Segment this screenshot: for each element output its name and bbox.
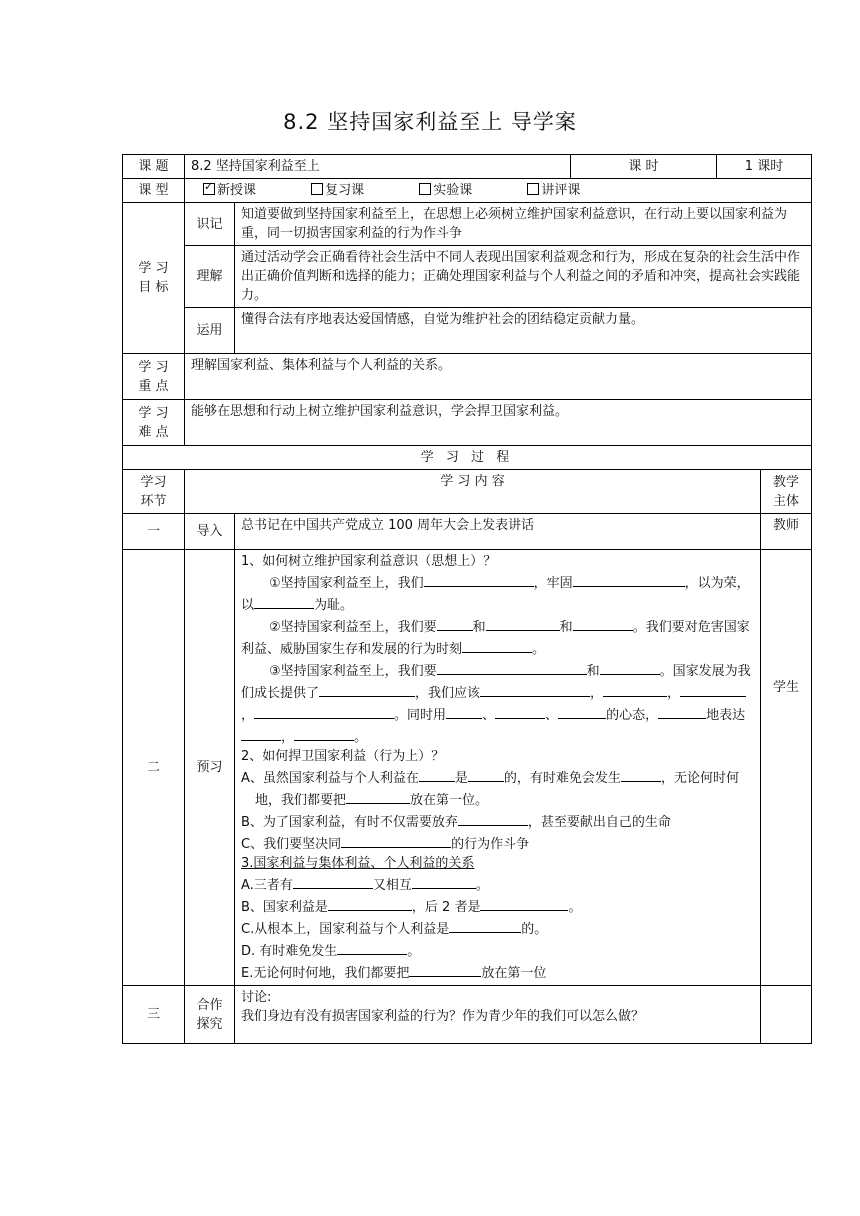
- stage1-subject: 教师: [761, 514, 812, 550]
- stage3-number: 三: [123, 986, 185, 1044]
- blank[interactable]: [409, 961, 481, 977]
- blank[interactable]: [241, 725, 281, 741]
- blank[interactable]: [558, 703, 606, 719]
- period-value: 1 课时: [717, 155, 812, 179]
- blank[interactable]: [480, 895, 568, 911]
- checked-box-icon: [203, 183, 215, 195]
- question-2a: A、虽然国家利益与个人利益在 是 的，有时难免会发生 ，无论何时何地，我们都要把 放在第一位。: [241, 766, 754, 810]
- blank[interactable]: [495, 703, 545, 719]
- question-1: 1、如何树立维护国家利益意识（思想上）？: [241, 554, 497, 569]
- blank[interactable]: [573, 571, 685, 587]
- blank[interactable]: [337, 939, 407, 955]
- period-label: 课 时: [571, 155, 717, 179]
- discussion-question: 我们身边有没有损害国家利益的行为？作为青少年的我们可以怎么做？: [241, 1009, 645, 1024]
- goal-text-apply: 懂得合法有序地表达爱国情感，自觉为维护社会的团结稳定贡献力量。: [235, 308, 812, 354]
- stage2-content: [235, 550, 761, 986]
- goal-text-understand: 通过活动学会正确看待社会生活中不同人表现出国家利益观念和行为，形成在复杂的社会生活中作出正确价值判断和选择的能力；正确处理国家利益与个人利益之间的矛盾和冲突，提高社会实践能力。: [235, 246, 812, 308]
- question-3e: E.无论何时何地，我们都要把 放在第一位: [241, 961, 754, 983]
- goal-level-memorize: 识记: [185, 203, 235, 246]
- blank[interactable]: [446, 703, 482, 719]
- key-point-text: 理解国家利益、集体利益与个人利益的关系。: [185, 354, 812, 400]
- blank[interactable]: [437, 615, 473, 631]
- stage3-content: [235, 986, 761, 1044]
- blank[interactable]: [468, 766, 504, 782]
- difficulty-text: 能够在思想和行动上树立维护国家利益意识，学会捍卫国家利益。: [185, 400, 812, 446]
- checkbox-icon: [527, 183, 539, 195]
- blank[interactable]: [341, 832, 451, 848]
- blank[interactable]: [319, 681, 415, 697]
- goals-label: 学 习 目 标: [123, 203, 185, 354]
- question-3d: D. 有时难免发生 。: [241, 939, 754, 961]
- blank[interactable]: [480, 681, 590, 697]
- blank[interactable]: [437, 659, 587, 675]
- stage2-number: 二: [123, 550, 185, 986]
- question-1b: ②坚持国家利益至上，我们要 和 和 。我们要对危害国家利益、威胁国家生存和发展的行为时刻 。: [241, 615, 754, 659]
- blank[interactable]: [458, 810, 528, 826]
- option-new-lesson[interactable]: ✓ 新授课: [203, 181, 307, 200]
- study-guide-table: [122, 154, 812, 1044]
- lesson-type-options: [185, 179, 812, 203]
- col-header-stage: 学习 环节: [123, 470, 185, 514]
- col-header-content: 学 习 内 容: [185, 470, 761, 514]
- question-1a: ①坚持国家利益至上，我们 ，牢固 ，以为荣，以 为耻。: [241, 571, 754, 615]
- blank[interactable]: [294, 725, 354, 741]
- blank[interactable]: [328, 895, 412, 911]
- blank[interactable]: [346, 788, 410, 804]
- checkbox-icon: [419, 183, 431, 195]
- blank[interactable]: [658, 703, 706, 719]
- checkbox-icon: [311, 183, 323, 195]
- stage1-name: 导入: [185, 514, 235, 550]
- blank[interactable]: [462, 637, 532, 653]
- blank[interactable]: [449, 917, 521, 933]
- blank[interactable]: [424, 571, 534, 587]
- stage1-content: 总书记在中国共产党成立 100 周年大会上发表讲话: [235, 514, 761, 550]
- blank[interactable]: [680, 681, 746, 697]
- blank[interactable]: [621, 766, 661, 782]
- question-3: 3.国家利益与集体利益、个人利益的关系: [241, 856, 475, 871]
- stage2-name: 预习: [185, 550, 235, 986]
- topic-label: 课 题: [123, 155, 185, 179]
- type-label: 课 型: [123, 179, 185, 203]
- col-header-subject: 教学 主体: [761, 470, 812, 514]
- blank[interactable]: [254, 703, 394, 719]
- blank[interactable]: [600, 659, 660, 675]
- stage2-subject: 学生: [761, 550, 812, 986]
- question-2: 2、如何捍卫国家利益（行为上）？: [241, 749, 445, 764]
- question-2c: C、我们要坚决同 的行为作斗争: [241, 832, 754, 854]
- question-2b: B、为了国家利益，有时不仅需要放弃 ，甚至要献出自己的生命: [241, 810, 754, 832]
- stage1-number: 一: [123, 514, 185, 550]
- stage3-subject: [761, 986, 812, 1044]
- option-review-lesson[interactable]: 复习课: [311, 181, 415, 200]
- blank[interactable]: [603, 681, 667, 697]
- option-experiment-lesson[interactable]: 实验课: [419, 181, 523, 200]
- discussion-label: 讨论:: [241, 990, 272, 1005]
- process-header: 学 习 过 程: [123, 446, 812, 470]
- question-1c: ③坚持国家利益至上，我们要 和 。国家发展为我们成长提供了 ，我们应该 ， ，， 。同时用 、 、 的心态， 地表达， 。: [241, 659, 754, 747]
- question-3b: B、国家利益是 ，后 2 者是 。: [241, 895, 754, 917]
- goal-level-apply: 运用: [185, 308, 235, 354]
- blank[interactable]: [293, 873, 373, 889]
- blank[interactable]: [419, 766, 455, 782]
- blank[interactable]: [412, 873, 476, 889]
- question-3c: C.从根本上，国家利益与个人利益是 的。: [241, 917, 754, 939]
- goal-level-understand: 理解: [185, 246, 235, 308]
- topic-value: 8.2 坚持国家利益至上: [185, 155, 571, 179]
- blank[interactable]: [254, 593, 314, 609]
- goal-text-memorize: 知道要做到坚持国家利益至上，在思想上必须树立维护国家利益意识，在行动上要以国家利益为重，同一切损害国家利益的行为作斗争: [235, 203, 812, 246]
- blank[interactable]: [486, 615, 560, 631]
- stage3-name: 合作 探究: [185, 986, 235, 1044]
- question-3a: A.三者有 又相互 。: [241, 873, 754, 895]
- blank[interactable]: [573, 615, 633, 631]
- option-review-test-lesson[interactable]: 讲评课: [527, 181, 631, 200]
- difficulty-label: 学 习 难 点: [123, 400, 185, 446]
- key-point-label: 学 习 重 点: [123, 354, 185, 400]
- document-title: 8.2 坚持国家利益至上 导学案: [283, 110, 577, 134]
